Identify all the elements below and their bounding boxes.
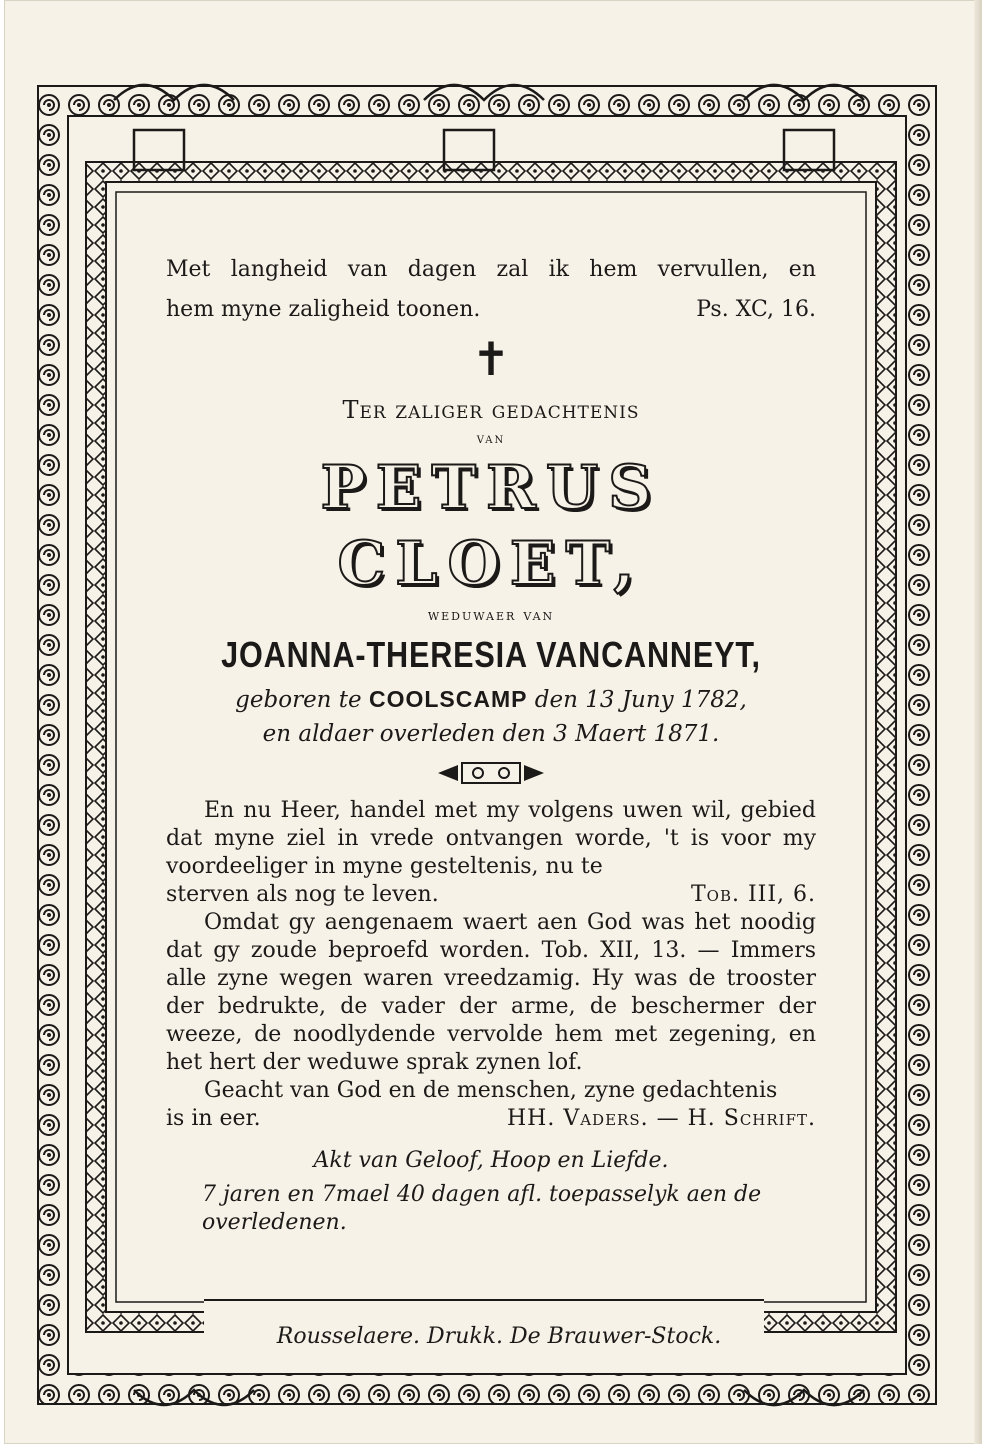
deceased-name: PETRUS CLOET, [320,453,662,599]
paragraph-3-last: is in eer. [166,1106,261,1131]
motto-reference: Ps. XC, 16. [696,297,816,322]
birth-date: den 13 Juny 1782, [534,687,747,713]
body-text [166,797,816,1133]
indulgence-line: 7 jaren en 7mael 40 dagen afl. toepasselyk aen de overledenen. [202,1182,762,1235]
paragraph-3: Geacht van God en de menschen, zyne gedachtenis [204,1078,778,1103]
birth-geboren: geboren te [235,687,362,713]
cross-icon: ✝ [471,332,511,386]
death-line: en aldaer overleden den 3 Maert 1871. [262,721,720,747]
motto-text: hem myne zaligheid toonen. [166,297,481,322]
paragraph-1-last: sterven als nog te leven. [166,882,439,907]
akt-line: Akt van Geloof, Hoop en Liefde. [313,1148,669,1173]
paragraph-3-ref: HH. Vaders. — H. Schrift. [506,1106,816,1131]
heading-weduwaer: weduwaer van [427,605,555,624]
motto-line-2 [166,290,816,330]
motto-line-1: Met langheid van dagen zal ik hem vervullen, en [166,257,816,282]
printer-imprint: Rousselaere. Drukk. De Brauwer-Stock. [276,1324,722,1349]
birth-place: COOLSCAMP [368,686,528,712]
birth-line [166,682,816,717]
heading-ter-zaliger: Ter zaliger gedachtenis [342,396,640,424]
divider-ornament-icon [436,761,546,785]
paragraph-1-ref: Tob. III, 6. [690,882,816,907]
paragraph-2: Omdat gy aengenaem waert aen God was het noodig dat gy zoude beproefd worden. Tob. XII, 13. — Immers alle zyne wegen waren vreedzamig. Hy was de trooster der bedrukte, de vader der arme, de beschermer der weeze, de noodlydende vervolde hem met zegening, en het hert der weduwe sprak zynen lof. [166,910,816,1075]
paragraph-1: En nu Heer, handel met my volgens uwen wil, gebied dat myne ziel in vrede ontvangen worde, 't is voor my voordeeliger in myne gesteltenis, nu te [166,798,816,879]
card-text [166,250,816,1237]
memorial-card [4,0,982,1444]
paragraph-1-end [166,881,816,909]
spouse-name: JOANNA-THERESIA VANCANNEYT, [221,634,761,675]
paragraph-3-end [166,1105,816,1133]
heading-van: van [476,431,506,447]
